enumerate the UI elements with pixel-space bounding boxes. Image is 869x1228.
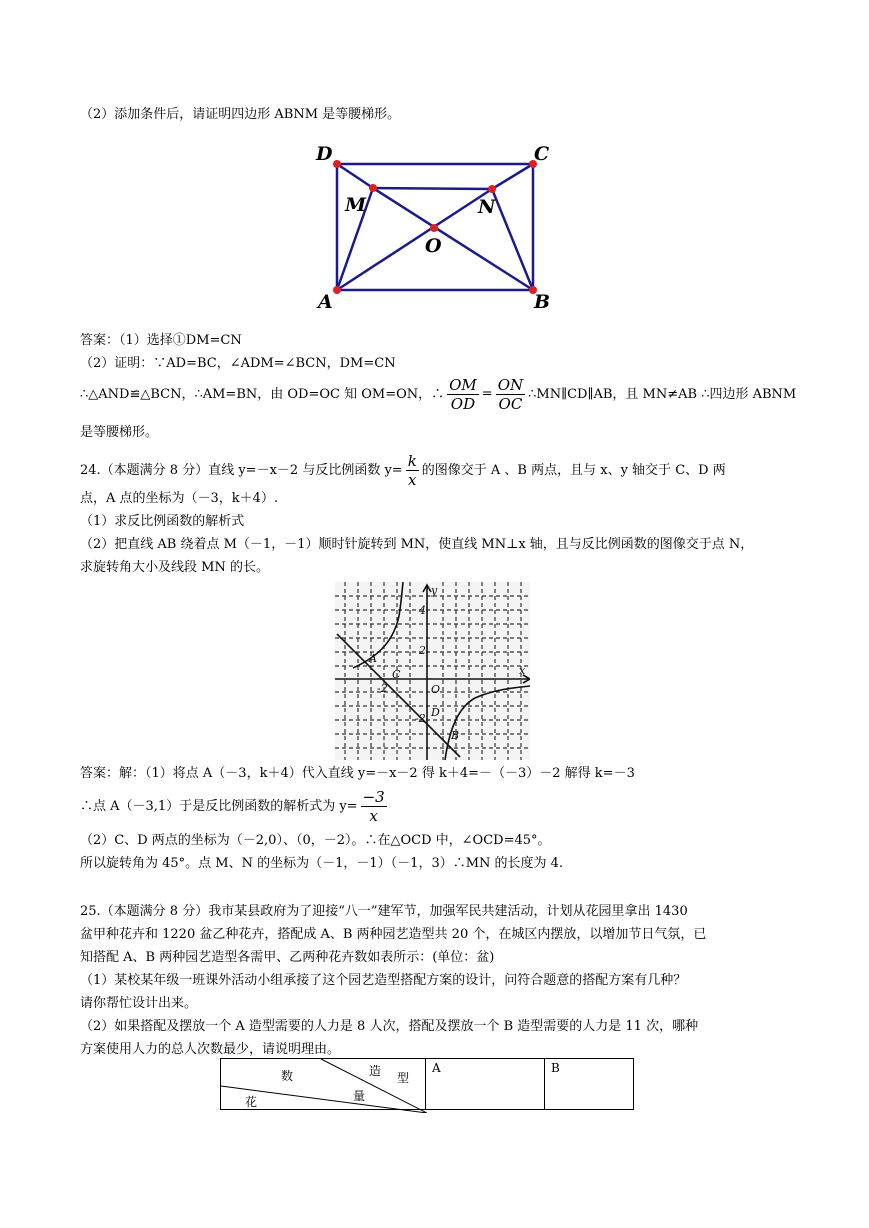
- q23-answer4: 是等腰梯形。: [80, 425, 159, 440]
- svg-text:A: A: [369, 652, 377, 665]
- label-m: M: [345, 194, 367, 216]
- q24-part1: （1）求反比例函数的解析式: [80, 514, 245, 529]
- table-col-b: B: [545, 1059, 634, 1110]
- q24-line2: 点，A 点的坐标为（－3，k＋4）.: [80, 491, 279, 506]
- q24-ans2: ∴点 A（－3,1）于是反比例函数的解析式为 y= $\frac{-3}{x}$: [80, 788, 385, 825]
- label-c: C: [534, 143, 550, 165]
- function-graph: [335, 582, 530, 760]
- flower-table: [220, 1058, 634, 1110]
- fraction-on-oc: $\frac{ON}{OC}$: [497, 376, 524, 413]
- q25-part2b: 方案使用人力的总人次数最少，请说明理由。: [80, 1042, 341, 1057]
- svg-text:-2: -2: [415, 712, 426, 725]
- svg-text:2: 2: [419, 644, 426, 657]
- q25-line1: 25.（本题满分 8 分）我市某县政府为了迎接“八一”建军节，加强军民共建活动，计划从花园里拿出 1430: [80, 904, 688, 919]
- fraction-neg3-x: $\frac{-3}{x}$: [362, 788, 385, 825]
- label-n: N: [478, 196, 496, 218]
- q25-part1b: 请你帮忙设计出来。: [80, 996, 198, 1011]
- svg-text:B: B: [451, 729, 460, 742]
- q25-part2: （2）如果搭配及摆放一个 A 造型需要的人力是 8 人次，搭配及摆放一个 B 造型需要的人力是 11 次，哪种: [80, 1019, 699, 1034]
- fraction-k-x: $\frac{k}{x}$: [407, 452, 417, 489]
- q24-line1: 24.（本题满分 8 分）直线 y=－x－2 与反比例函数 y= $\frac{k}{x}$ 的图像交于 A 、B 两点，且与 x、y 轴交于 C、D 两: [80, 452, 726, 489]
- q25-line2: 盆甲种花卉和 1220 盆乙种花卉，搭配成 A、B 两种园艺造型共 20 个，在城区内摆放，以增加节日气氛，已: [80, 927, 707, 942]
- fraction-om-od: $\frac{OM}{OD}$: [449, 376, 477, 413]
- q23-answer1: 答案：（1）选择①DM=CN: [80, 333, 242, 348]
- svg-text:O: O: [431, 683, 441, 696]
- label-d: D: [316, 143, 333, 165]
- q24-part2b: 求旋转角大小及线段 MN 的长。: [80, 560, 269, 575]
- svg-text:4: 4: [419, 604, 426, 617]
- q24-ans4: 所以旋转角为 45°。点 M、N 的坐标为（－1，－1）（－1，3）∴MN 的长度为 4.: [80, 856, 564, 871]
- q23-answer2: （2）证明：∵AD=BC，∠ADM=∠BCN，DM=CN: [80, 356, 396, 371]
- svg-text:x: x: [519, 664, 526, 677]
- q25-part1: （1）某校某年级一班课外活动小组承接了这个园艺造型搭配方案的设计，问符合题意的搭配方案有几种？: [80, 973, 687, 988]
- table-col-a: A: [426, 1059, 545, 1110]
- label-b: B: [534, 291, 551, 313]
- q24-part2: （2）把直线 AB 绕着点 M（－1，－1）顺时针旋转到 MN，使直线 MN⊥x 轴，且与反比例函数的图像交于点 N，: [80, 537, 754, 552]
- label-a: A: [318, 291, 333, 313]
- q23-answer3: ∴△AND≌△BCN，∴AM=BN，由 OD=OC 知 OM=ON，∴ $\frac{OM}{OD}$ = $\frac{ON}{OC}$ ∴MN∥CD∥AB，且 MN≠AB ∴四边形 ABNM: [80, 376, 797, 413]
- trapezoid-figure: [310, 140, 570, 315]
- q25-line3: 知搭配 A、B 两种园艺造型各需甲、乙两种花卉数如表所示：(单位：盆): [80, 950, 495, 965]
- svg-text:-2: -2: [377, 682, 388, 695]
- label-o: O: [425, 235, 442, 257]
- q24-ans1: 答案：解：（1）将点 A（－3，k＋4）代入直线 y=－x－2 得 k＋4=－（－3）－2 解得 k=－3: [80, 766, 635, 781]
- q23-part2: （2）添加条件后，请证明四边形 ABNM 是等腰梯形。: [80, 107, 401, 122]
- q24-ans3: （2）C、D 两点的坐标为（－2,0）、（0，－2）。∴在△OCD 中，∠OCD=45°。: [80, 833, 551, 848]
- svg-text:D: D: [431, 706, 440, 719]
- svg-text:C: C: [392, 668, 401, 681]
- svg-text:y: y: [431, 584, 438, 597]
- table-header-cell: 数 造 型 量 花: [221, 1059, 426, 1110]
